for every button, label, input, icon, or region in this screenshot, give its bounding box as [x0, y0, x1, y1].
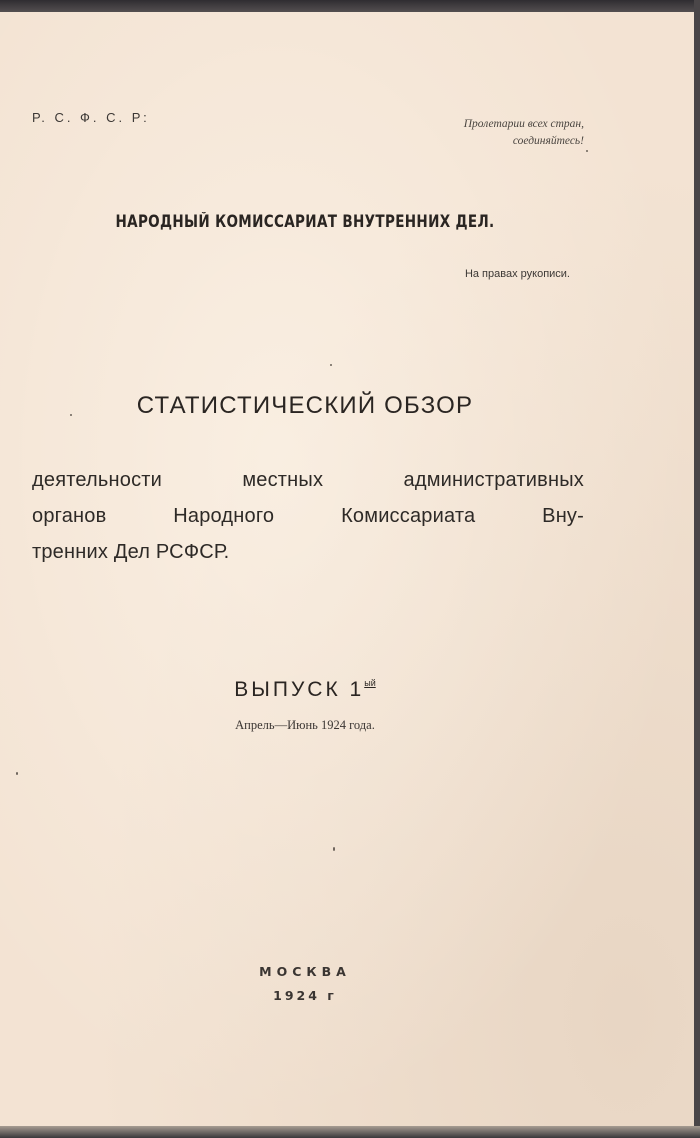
paper-speck	[330, 364, 332, 366]
motto	[464, 116, 584, 150]
paper-speck	[16, 772, 18, 775]
imprint-year: 1924 г	[273, 988, 337, 1003]
imprint-city: МОСКВА	[259, 964, 351, 979]
subtitle-line-1: деятельности местных административных	[32, 469, 584, 491]
motto-line-1: Пролетарии всех стран,	[463, 118, 584, 130]
issue-label: ВЫПУСК 1	[234, 678, 365, 701]
paper-speck	[70, 414, 72, 416]
scan-right-edge	[694, 0, 700, 1138]
rights-note: На правах рукописи.	[464, 268, 570, 280]
subtitle-line-2: органов Народного Комиссариата Вну-	[32, 505, 584, 527]
motto-line-2: соединяйтесь!	[512, 135, 584, 147]
paper-speck	[333, 847, 335, 851]
issue-number	[0, 678, 610, 702]
publication-period: Апрель—Июнь 1924 года.	[235, 718, 375, 732]
ministry-heading: НАРОДНЫЙ КОМИССАРИАТ ВНУТРЕННИХ ДЕЛ.	[115, 212, 495, 231]
scan-bottom-edge	[0, 1126, 700, 1138]
document-subtitle	[32, 462, 584, 570]
paper-speck	[586, 150, 588, 152]
document-title: СТАТИСТИЧЕСКИЙ ОБЗОР	[136, 392, 474, 419]
republic-label: Р. С. Ф. С. Р:	[32, 110, 150, 125]
subtitle-line-3: тренних Дел РСФСР.	[32, 541, 230, 563]
title-page	[0, 12, 694, 1126]
issue-ordinal-suffix: ый	[364, 678, 376, 688]
